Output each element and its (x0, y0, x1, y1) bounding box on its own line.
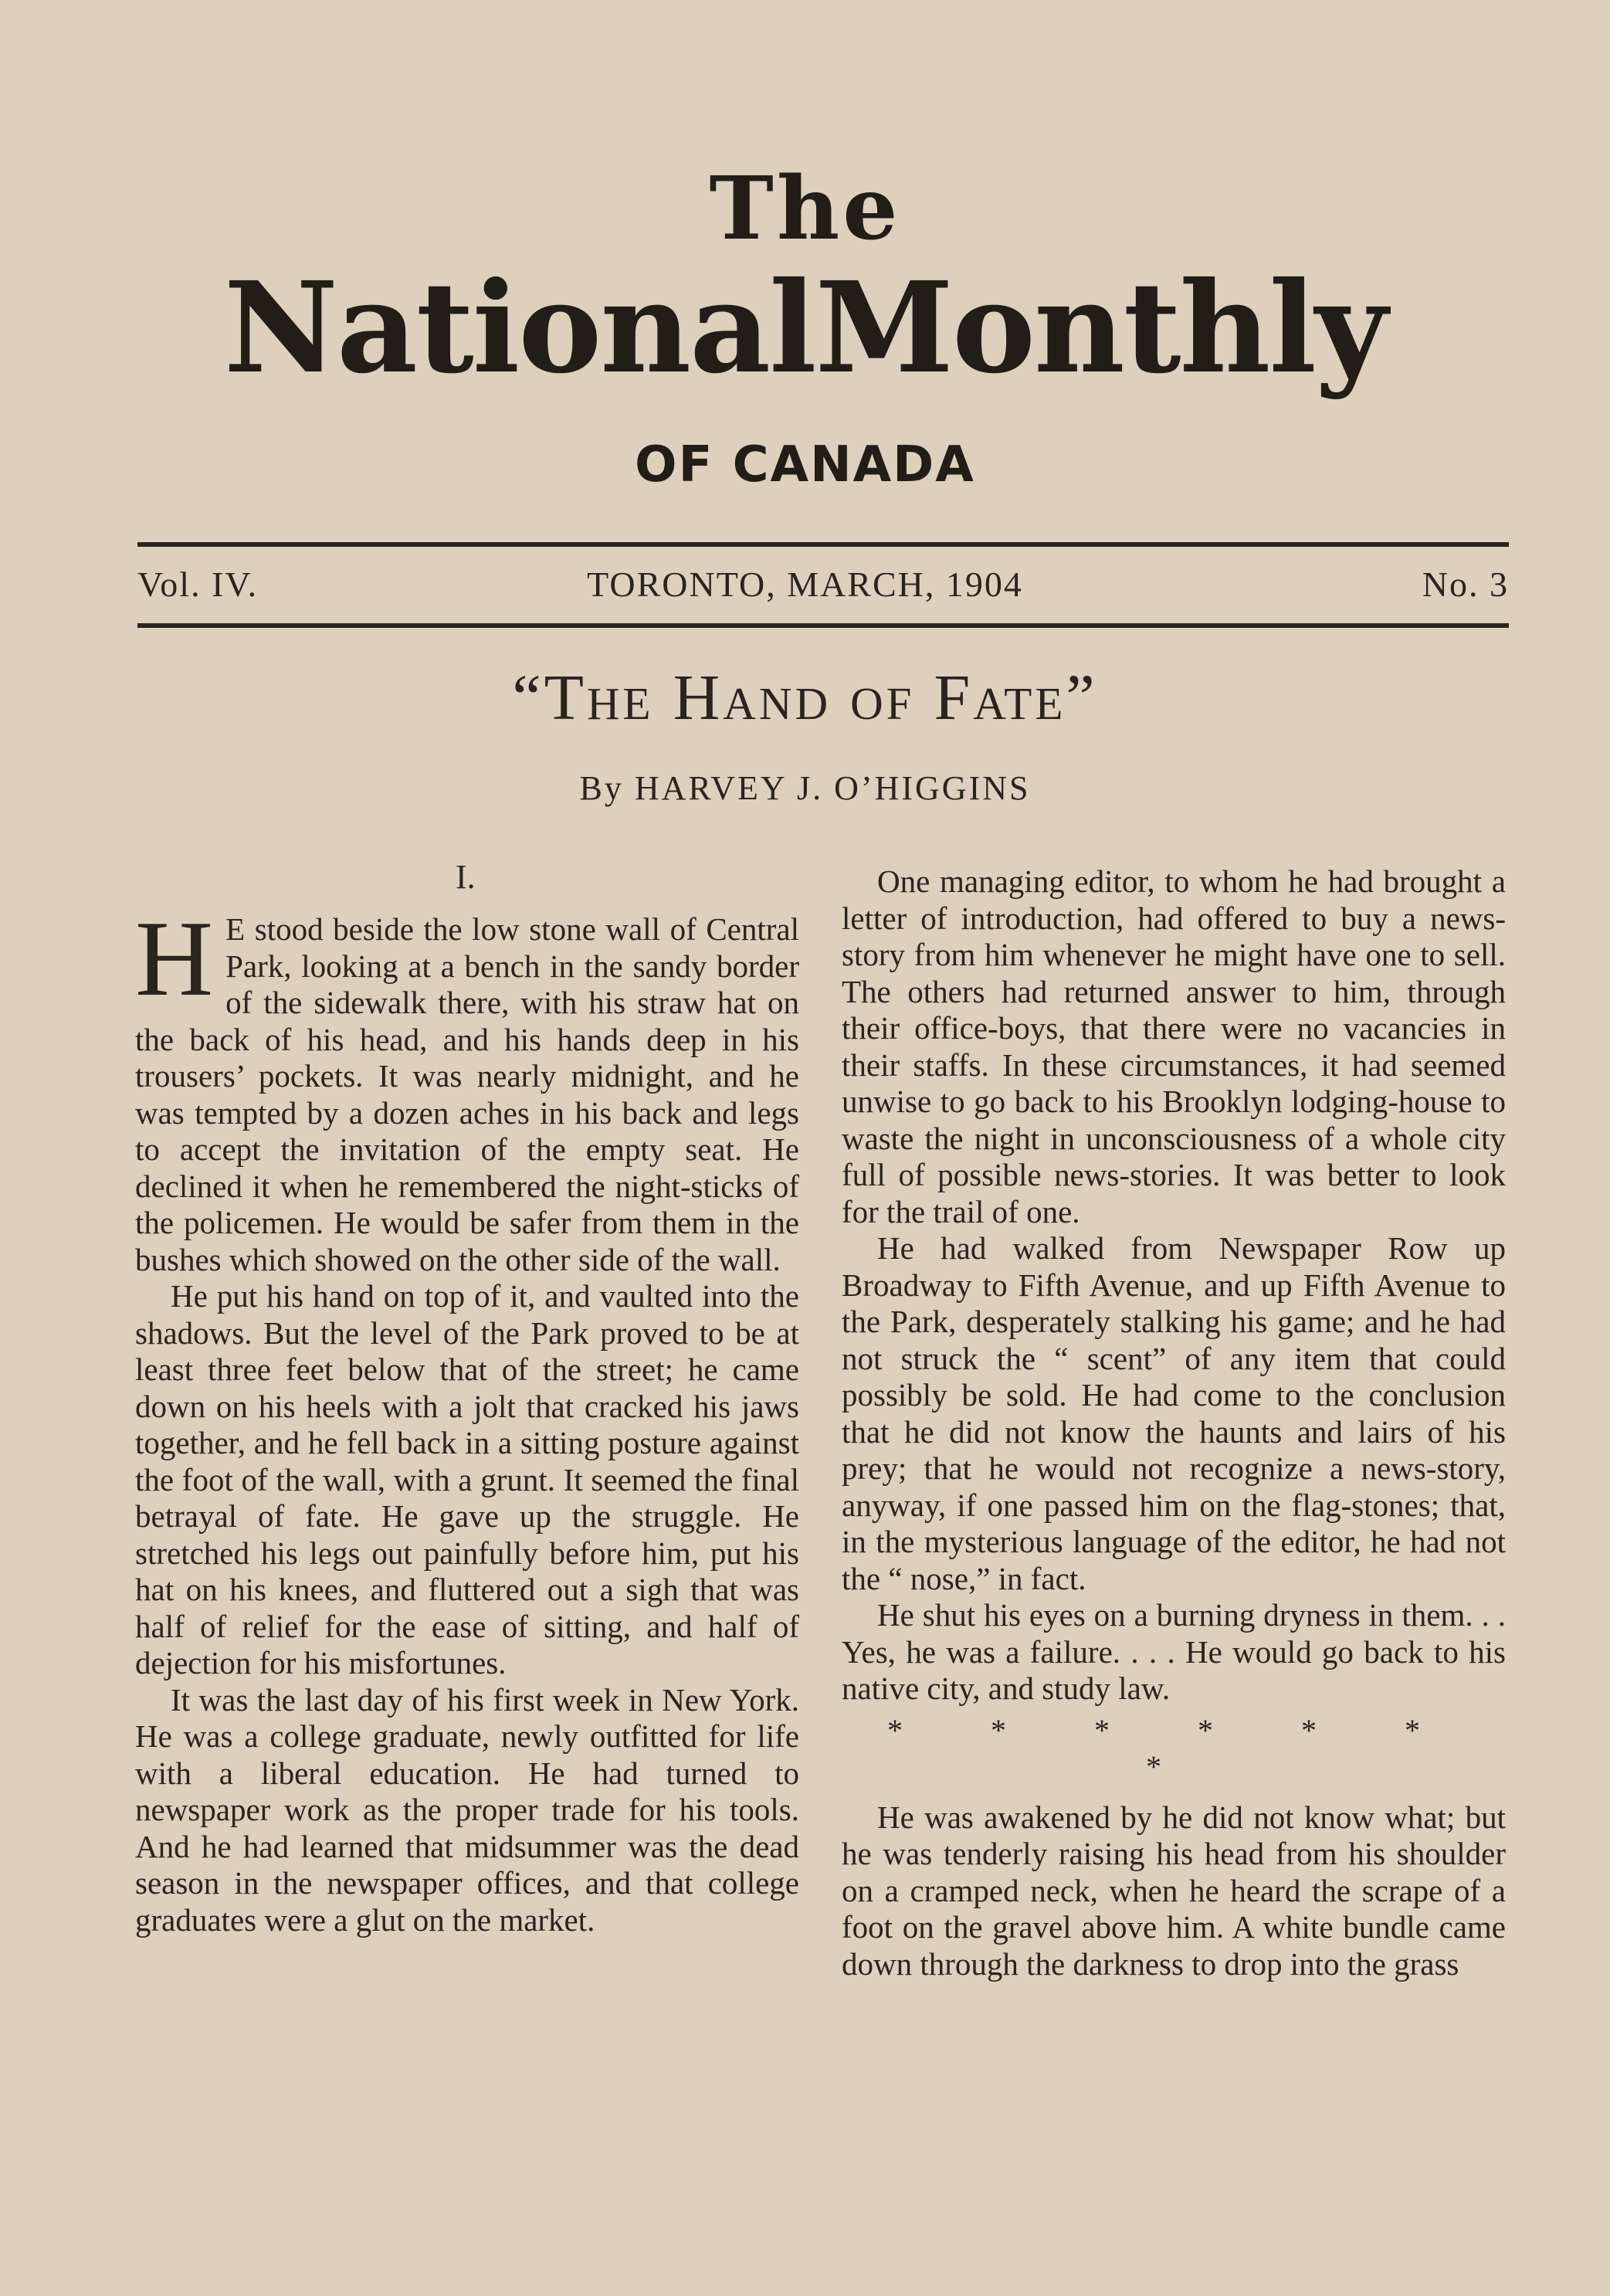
paragraph: He was awakened by he did not know what; but he was tenderly raising his head from his shoulder on a cramped neck, when he heard the scrape of a foot on the gravel above him. A white bundle came down through the darkness to drop into the grass (842, 1799, 1506, 1982)
drop-cap: H (135, 899, 214, 1019)
paragraph: He put his hand on top of it, and vaulted into the shadows. But the level of the Park proved to be at least three feet below that of the street; he came down on his heels with a jolt that cracked his jaws together, and he fell back in a sitting posture against the foot of the wall, with a grunt. It seemed the final betrayal of fate. He gave up the struggle. He stretched his legs out painfully before him, put his hat on his knees, and fluttered out a sigh that was half of relief for the ease of sitting, and half of dejection for his misfortunes. (135, 1278, 799, 1680)
paragraph-text: E stood beside the low stone wall of Central Park, looking at a bench in the sandy border of the sidewalk there, with his straw hat on the back of his head, and his hands deep in his trousers’ pockets. It was nearly midnight, and he was tempted by a dozen aches in his back and legs to accept the invitation of the empty seat. He declined it when he remembered the night-sticks of the policemen. He would be safer from them in the bushes which showed on the other side of the wall. (135, 911, 799, 1277)
rule-top (137, 542, 1509, 547)
issue-number: No. 3 (1422, 565, 1509, 604)
masthead-subtitle: OF CANADA (635, 436, 975, 493)
rule-bottom (137, 623, 1509, 628)
paragraph (135, 899, 799, 1278)
paragraph: It was the last day of his first week in New York. He was a college graduate, newly outfitted for life with a liberal education. He had turned to newspaper work as the proper trade for his tools. And he had learned that midsummer was the dead season in the newspaper offices, and that college graduates were a glut on the market. (135, 1681, 799, 1938)
masthead-title: NationalMonthly (223, 255, 1387, 402)
issue-date: TORONTO, MARCH, 1904 (587, 565, 1023, 604)
issue-volume: Vol. IV. (137, 565, 259, 604)
paragraph: He shut his eyes on a burning dryness in them. . . Yes, he was a failure. . . . He would go back to his native city, and study law. (842, 1597, 1506, 1706)
section-separator: * * * * * * * (887, 1712, 1460, 1784)
section-number: I. (456, 858, 476, 896)
article-byline: By HARVEY J. O’HIGGINS (579, 769, 1031, 807)
masthead-the: The (709, 158, 901, 259)
column-left (135, 899, 799, 1938)
paragraph: He had walked from Newspaper Row up Broadway to Fifth Avenue, and up Fifth Avenue to the Park, desperately stalking his game; and he had not struck the “ scent” of any item that could possibly be sold. He had come to the conclusion that he did not know the haunts and lairs of his prey; that he would not recognize a news-story, anyway, if one passed him on the flag-stones; that, in the mysterious language of the editor, he had not the “ nose,” in fact. (842, 1230, 1506, 1596)
article-title: “The Hand of Fate” (512, 662, 1098, 734)
column-right (842, 863, 1506, 1982)
paragraph: One managing editor, to whom he had brought a letter of introduction, had offered to buy a news-story from him whenever he might have one to sell. The others had returned answer to him, through their office-boys, that there were no vacancies in their staffs. In these circumstances, it had seemed unwise to go back to his Brooklyn lodging-house to waste the night in unconsciousness of a whole city full of possible news-stories. It was better to look for the trail of one. (842, 863, 1506, 1229)
